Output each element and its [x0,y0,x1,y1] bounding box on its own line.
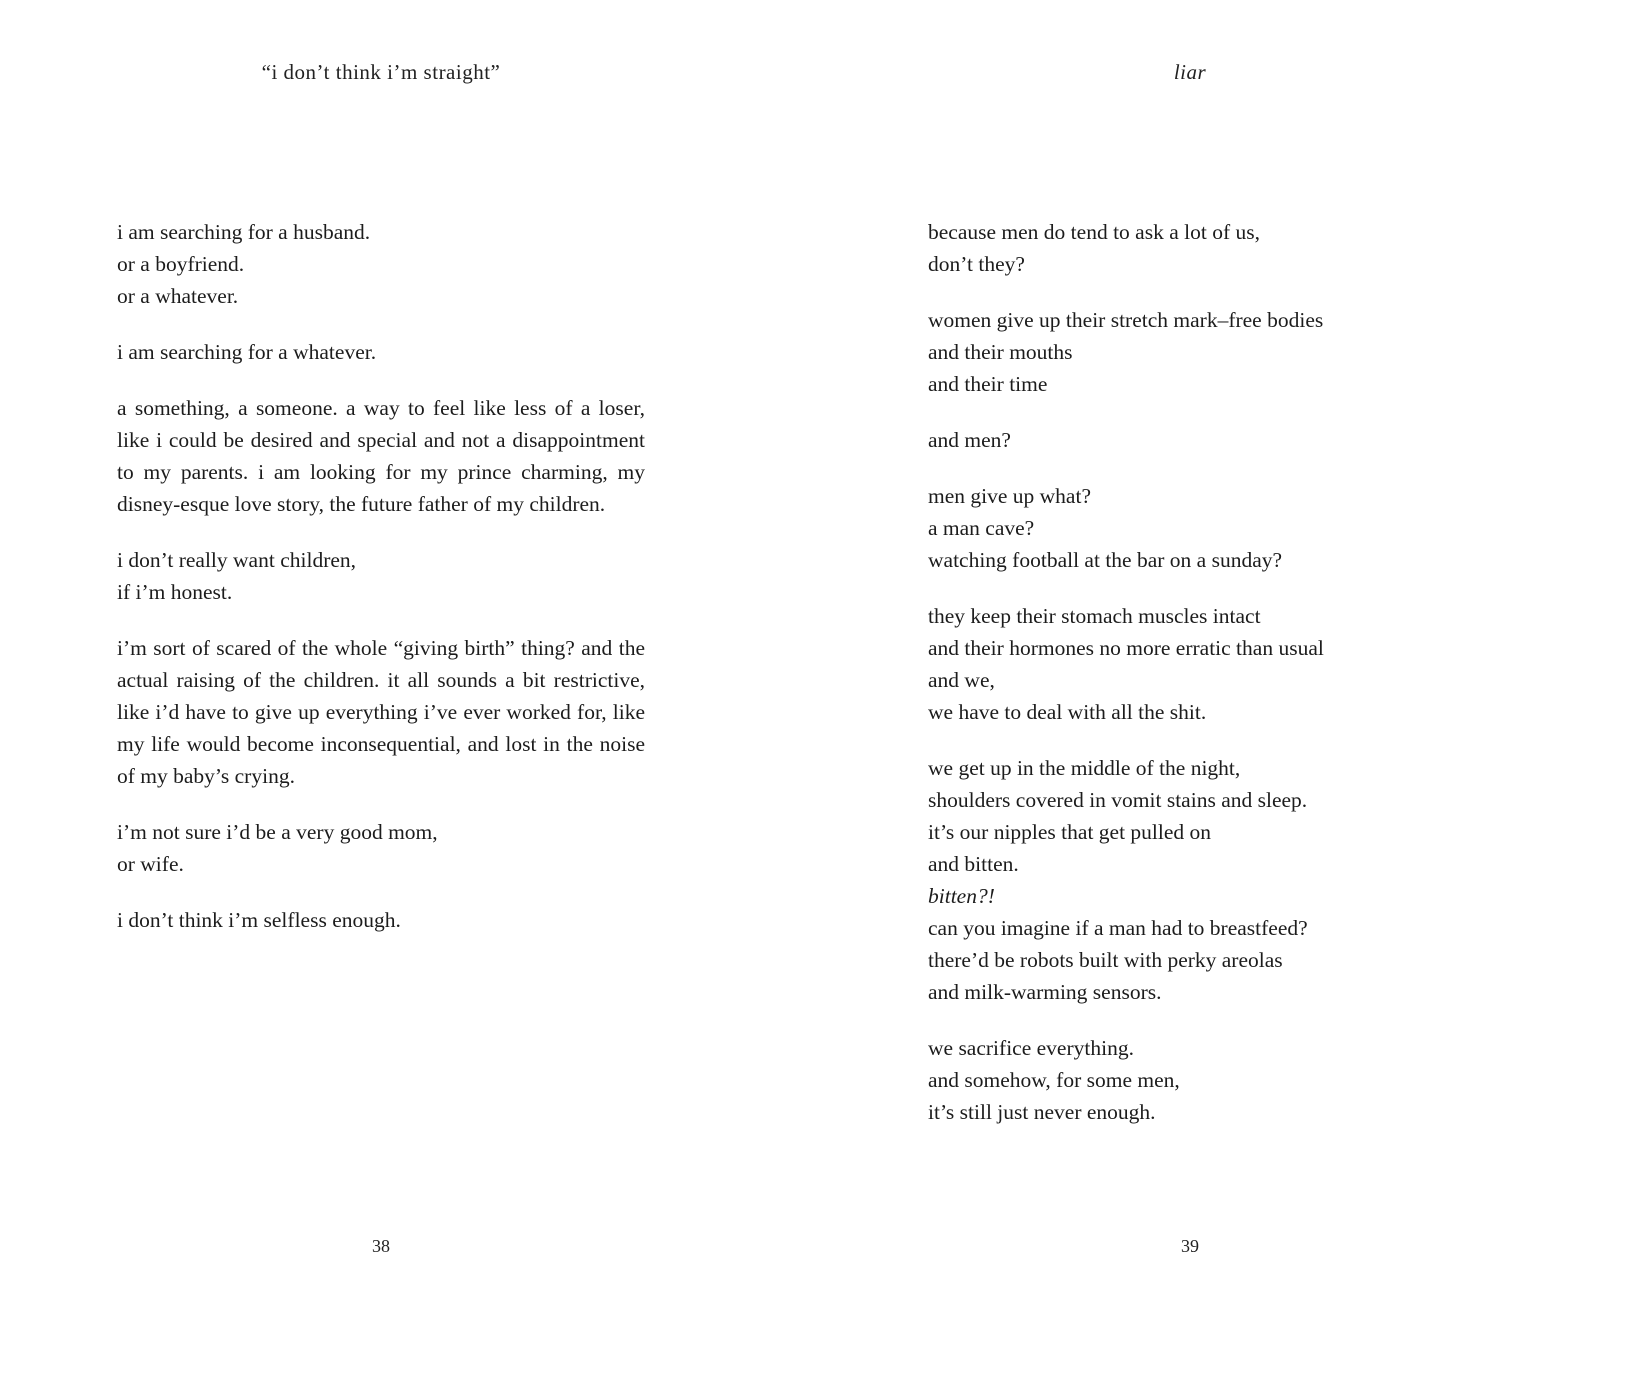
poem-line: bitten?! [928,884,995,908]
poem-line: i am searching for a husband. [117,220,371,244]
left-poem-body [117,216,645,960]
poem-line: i am searching for a whatever. [117,340,377,364]
poem-line: and men? [928,428,1011,452]
stanza [928,480,1398,576]
poem-line: or a boyfriend. [117,252,245,276]
stanza [117,816,645,880]
running-header-right: liar [1173,60,1207,84]
poem-line: and somehow, for some men, [928,1068,1180,1092]
poem-line: because men do tend to ask a lot of us, [928,220,1260,244]
poem-line: and their hormones no more erratic than usual [928,636,1324,660]
poem-line: a man cave? [928,516,1035,540]
poem-line: i don’t really want children, [117,548,357,572]
poem-line: women give up their stretch mark–free bodies [928,308,1324,332]
stanza: i’m sort of scared of the whole “giving birth” thing? and the actual raising of the children. it all sounds a bit restrictive, like i’d have to give up everything i’ve ever worked for, like my life would become inconsequential, and lost in the noise of my baby’s crying. [117,636,645,788]
poem-line: shoulders covered in vomit stains and sleep. [928,788,1308,812]
poem-line: it’s our nipples that get pulled on [928,820,1212,844]
stanza [928,1032,1398,1128]
poem-line: don’t they? [928,252,1025,276]
poem-line: watching football at the bar on a sunday? [928,548,1283,572]
stanza [928,304,1398,400]
poem-line: they keep their stomach muscles intact [928,604,1261,628]
stanza [117,336,645,368]
stanza [928,424,1398,456]
poem-line: we have to deal with all the shit. [928,700,1207,724]
poem-line: can you imagine if a man had to breastfeed? [928,916,1308,940]
stanza [928,600,1398,728]
running-header-left: “i don’t think i’m straight” [261,60,501,84]
poem-line: i don’t think i’m selfless enough. [117,908,401,932]
poem-line: and their mouths [928,340,1073,364]
stanza: a something, a someone. a way to feel like less of a loser, like i could be desired and special and not a disappointment to my parents. i am looking for my prince charming, my disney-esque love story, the future father of my children. [117,396,645,516]
poem-line: or a whatever. [117,284,239,308]
poem-line: and milk-warming sensors. [928,980,1162,1004]
poem-line: we get up in the middle of the night, [928,756,1241,780]
right-poem-body [928,216,1398,1152]
poem-line: there’d be robots built with perky areolas [928,948,1283,972]
poem-line: we sacrifice everything. [928,1036,1134,1060]
page-number-right: 39 [1181,1236,1199,1256]
stanza [117,216,645,312]
poem-line: and we, [928,668,995,692]
stanza [117,544,645,608]
poem-line: and bitten. [928,852,1019,876]
stanza [117,904,645,936]
stanza [928,216,1398,280]
poem-line: or wife. [117,852,184,876]
poem-line: i’m not sure i’d be a very good mom, [117,820,438,844]
poem-line: and their time [928,372,1048,396]
page-number-left: 38 [372,1236,390,1256]
stanza [928,752,1398,1008]
poem-line: it’s still just never enough. [928,1100,1156,1124]
poem-line: if i’m honest. [117,580,233,604]
poem-line: men give up what? [928,484,1091,508]
